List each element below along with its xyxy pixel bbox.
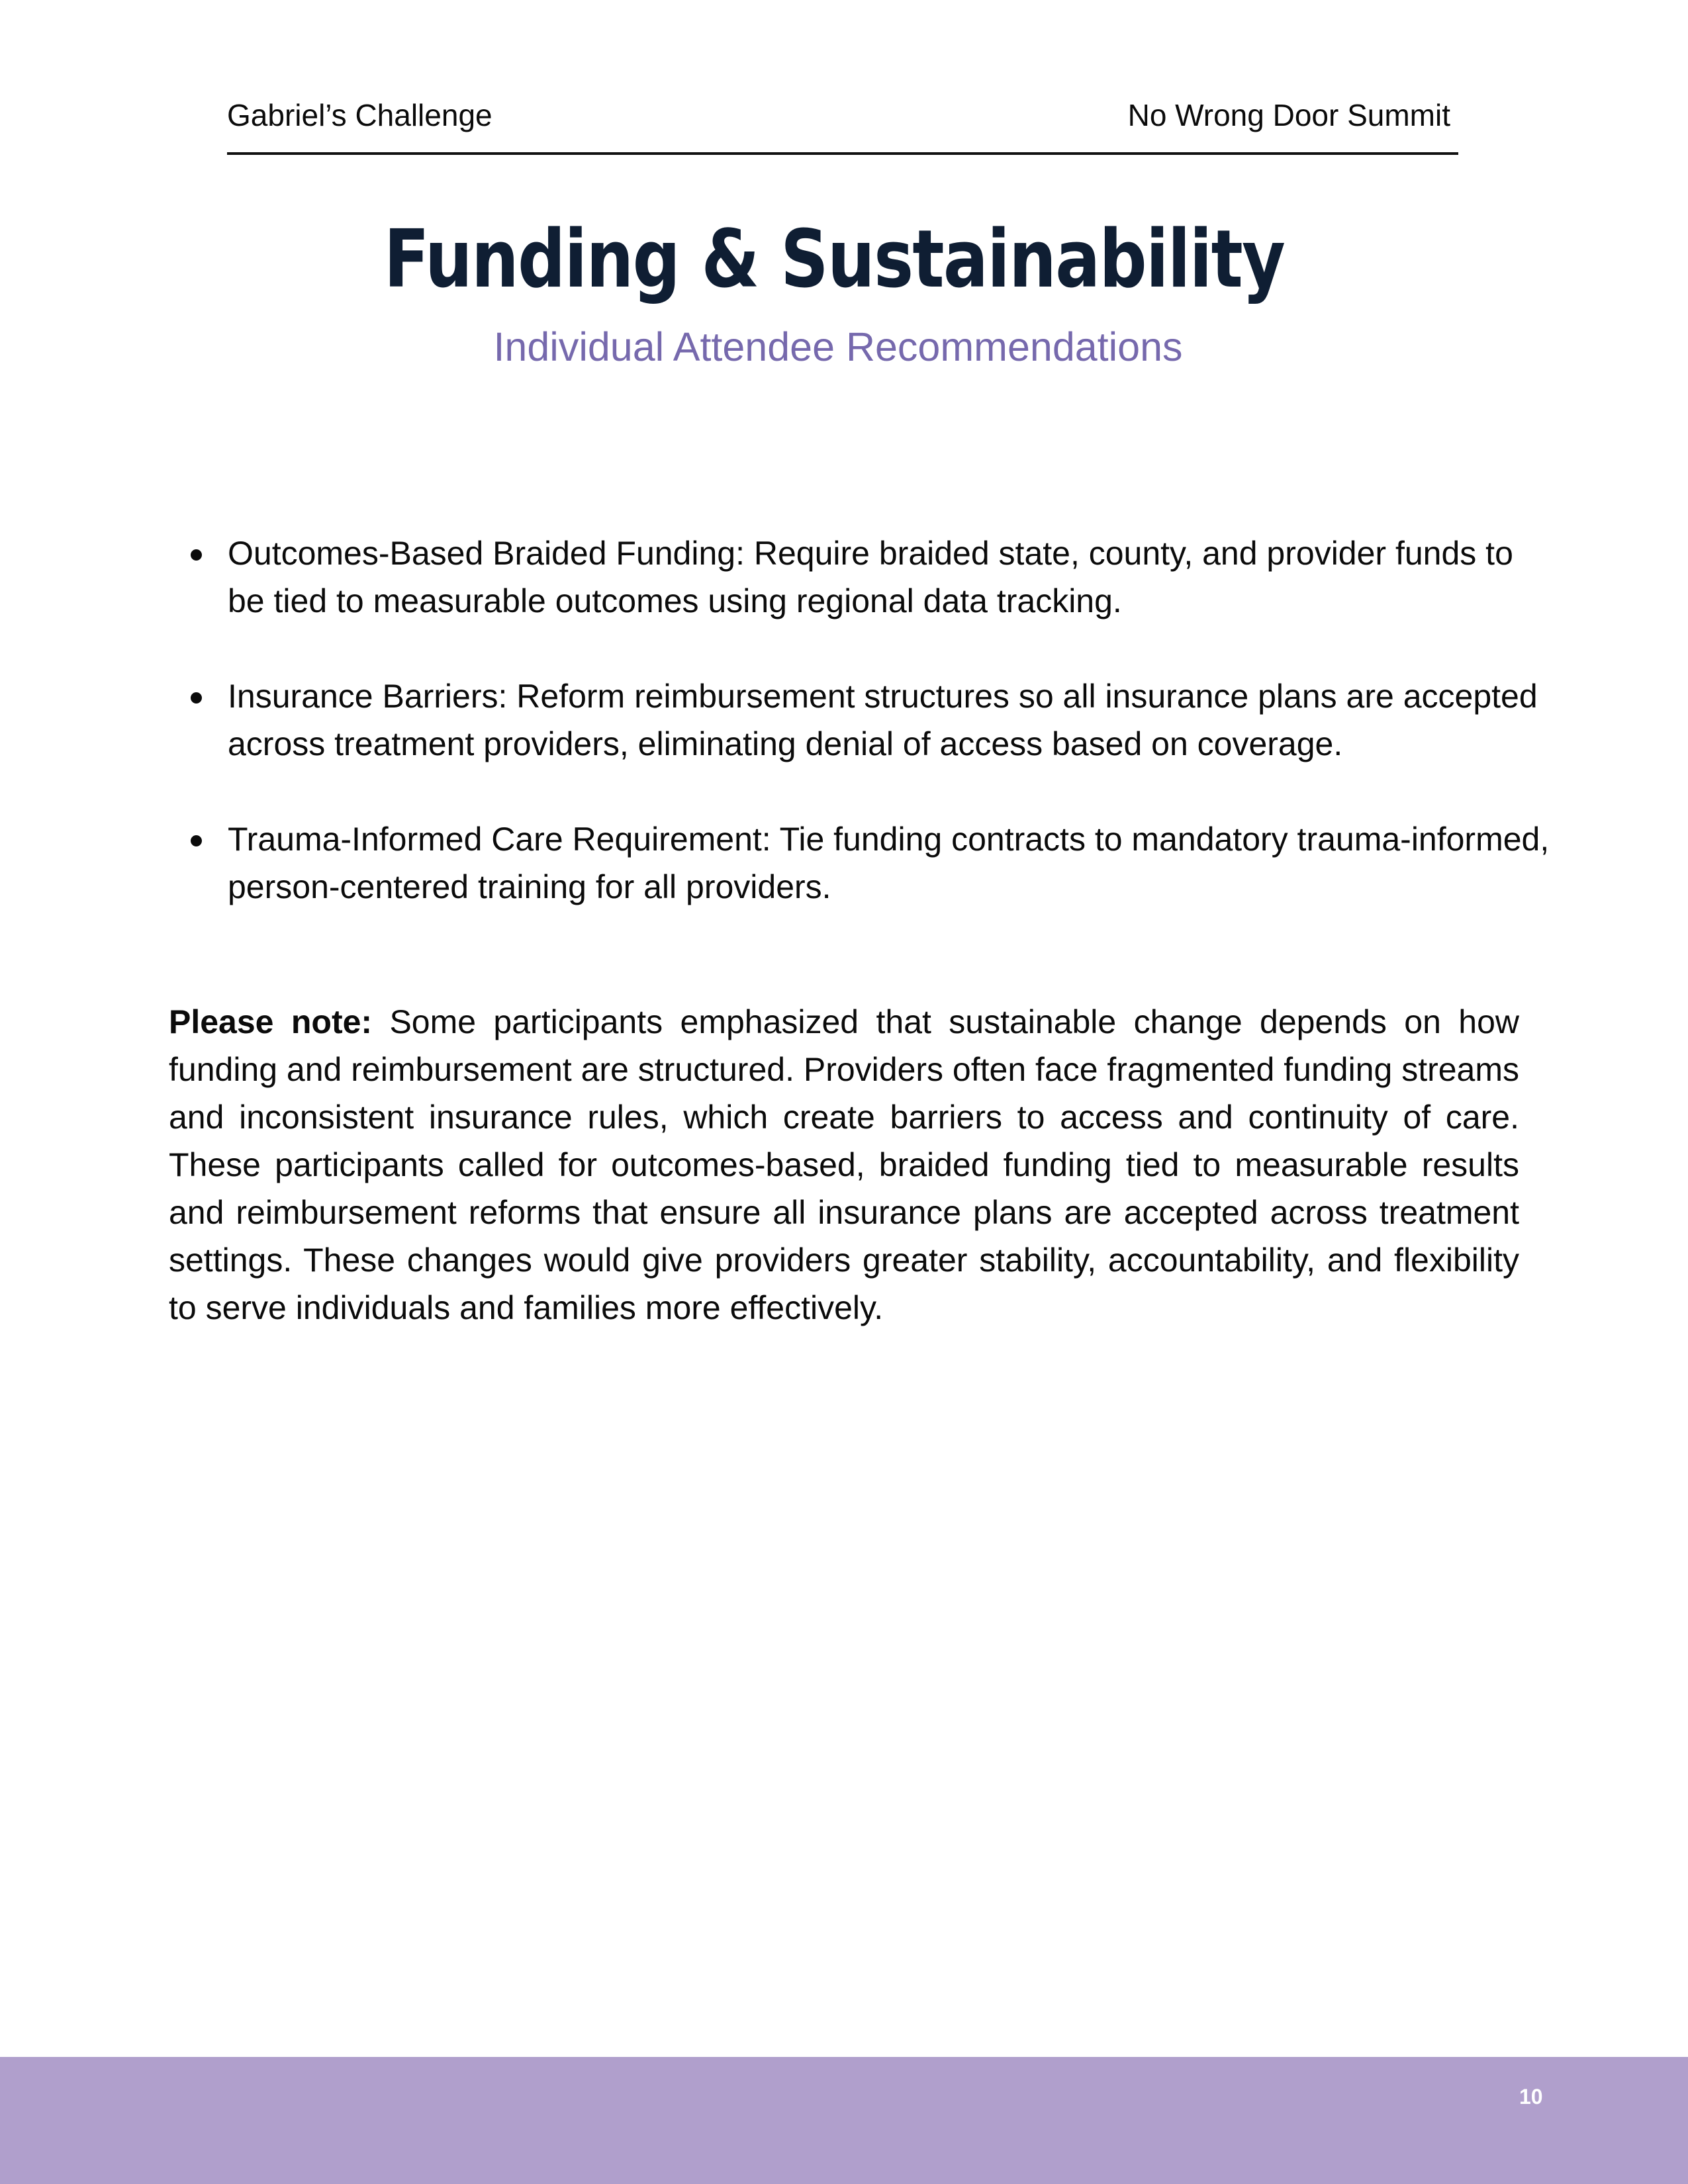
running-header xyxy=(227,93,1458,155)
note-text: Some participants emphasized that sustainable change depends on how funding and reimbursement are structured. Providers often face fragmented funding streams and inconsistent insurance rules, which create barriers to access and continuity of care. These participants called for outcomes-based, braided funding tied to measurable results and reimbursement reforms that ensure all insurance plans are accepted across treatment settings. These changes would give providers greater stability, accountability, and flexibility to serve individuals and families more effectively. xyxy=(169,1003,1519,1326)
header-event-name: No Wrong Door Summit xyxy=(1127,98,1450,132)
recommendation-text: Outcomes-Based Braided Funding: Require braided state, county, and provider funds to be tied to measurable outcomes using regional data tracking. xyxy=(228,535,1513,619)
list-item xyxy=(169,815,1559,911)
list-item xyxy=(169,672,1559,768)
recommendation-text: Insurance Barriers: Reform reimbursement structures so all insurance plans are accepted across treatment providers, eliminating denial of access based on coverage. xyxy=(228,678,1538,762)
note-paragraph xyxy=(169,998,1519,1332)
footer-band xyxy=(0,2057,1688,2184)
recommendation-list xyxy=(169,529,1559,958)
bullet-icon xyxy=(191,549,202,561)
note-label: Please note: xyxy=(169,1003,373,1040)
page-subtitle: Individual Attendee Recommendations xyxy=(493,324,1183,369)
header-document-title: Gabriel’s Challenge xyxy=(227,98,492,132)
recommendation-text: Trauma-Informed Care Requirement: Tie funding contracts to mandatory trauma-informed, person-centered training for all providers. xyxy=(228,821,1550,905)
bullet-icon xyxy=(191,835,202,846)
page-title: Funding & Sustainability xyxy=(383,214,1285,306)
list-item xyxy=(169,529,1559,625)
page-number: 10 xyxy=(1519,2085,1543,2109)
bullet-icon xyxy=(191,692,202,704)
